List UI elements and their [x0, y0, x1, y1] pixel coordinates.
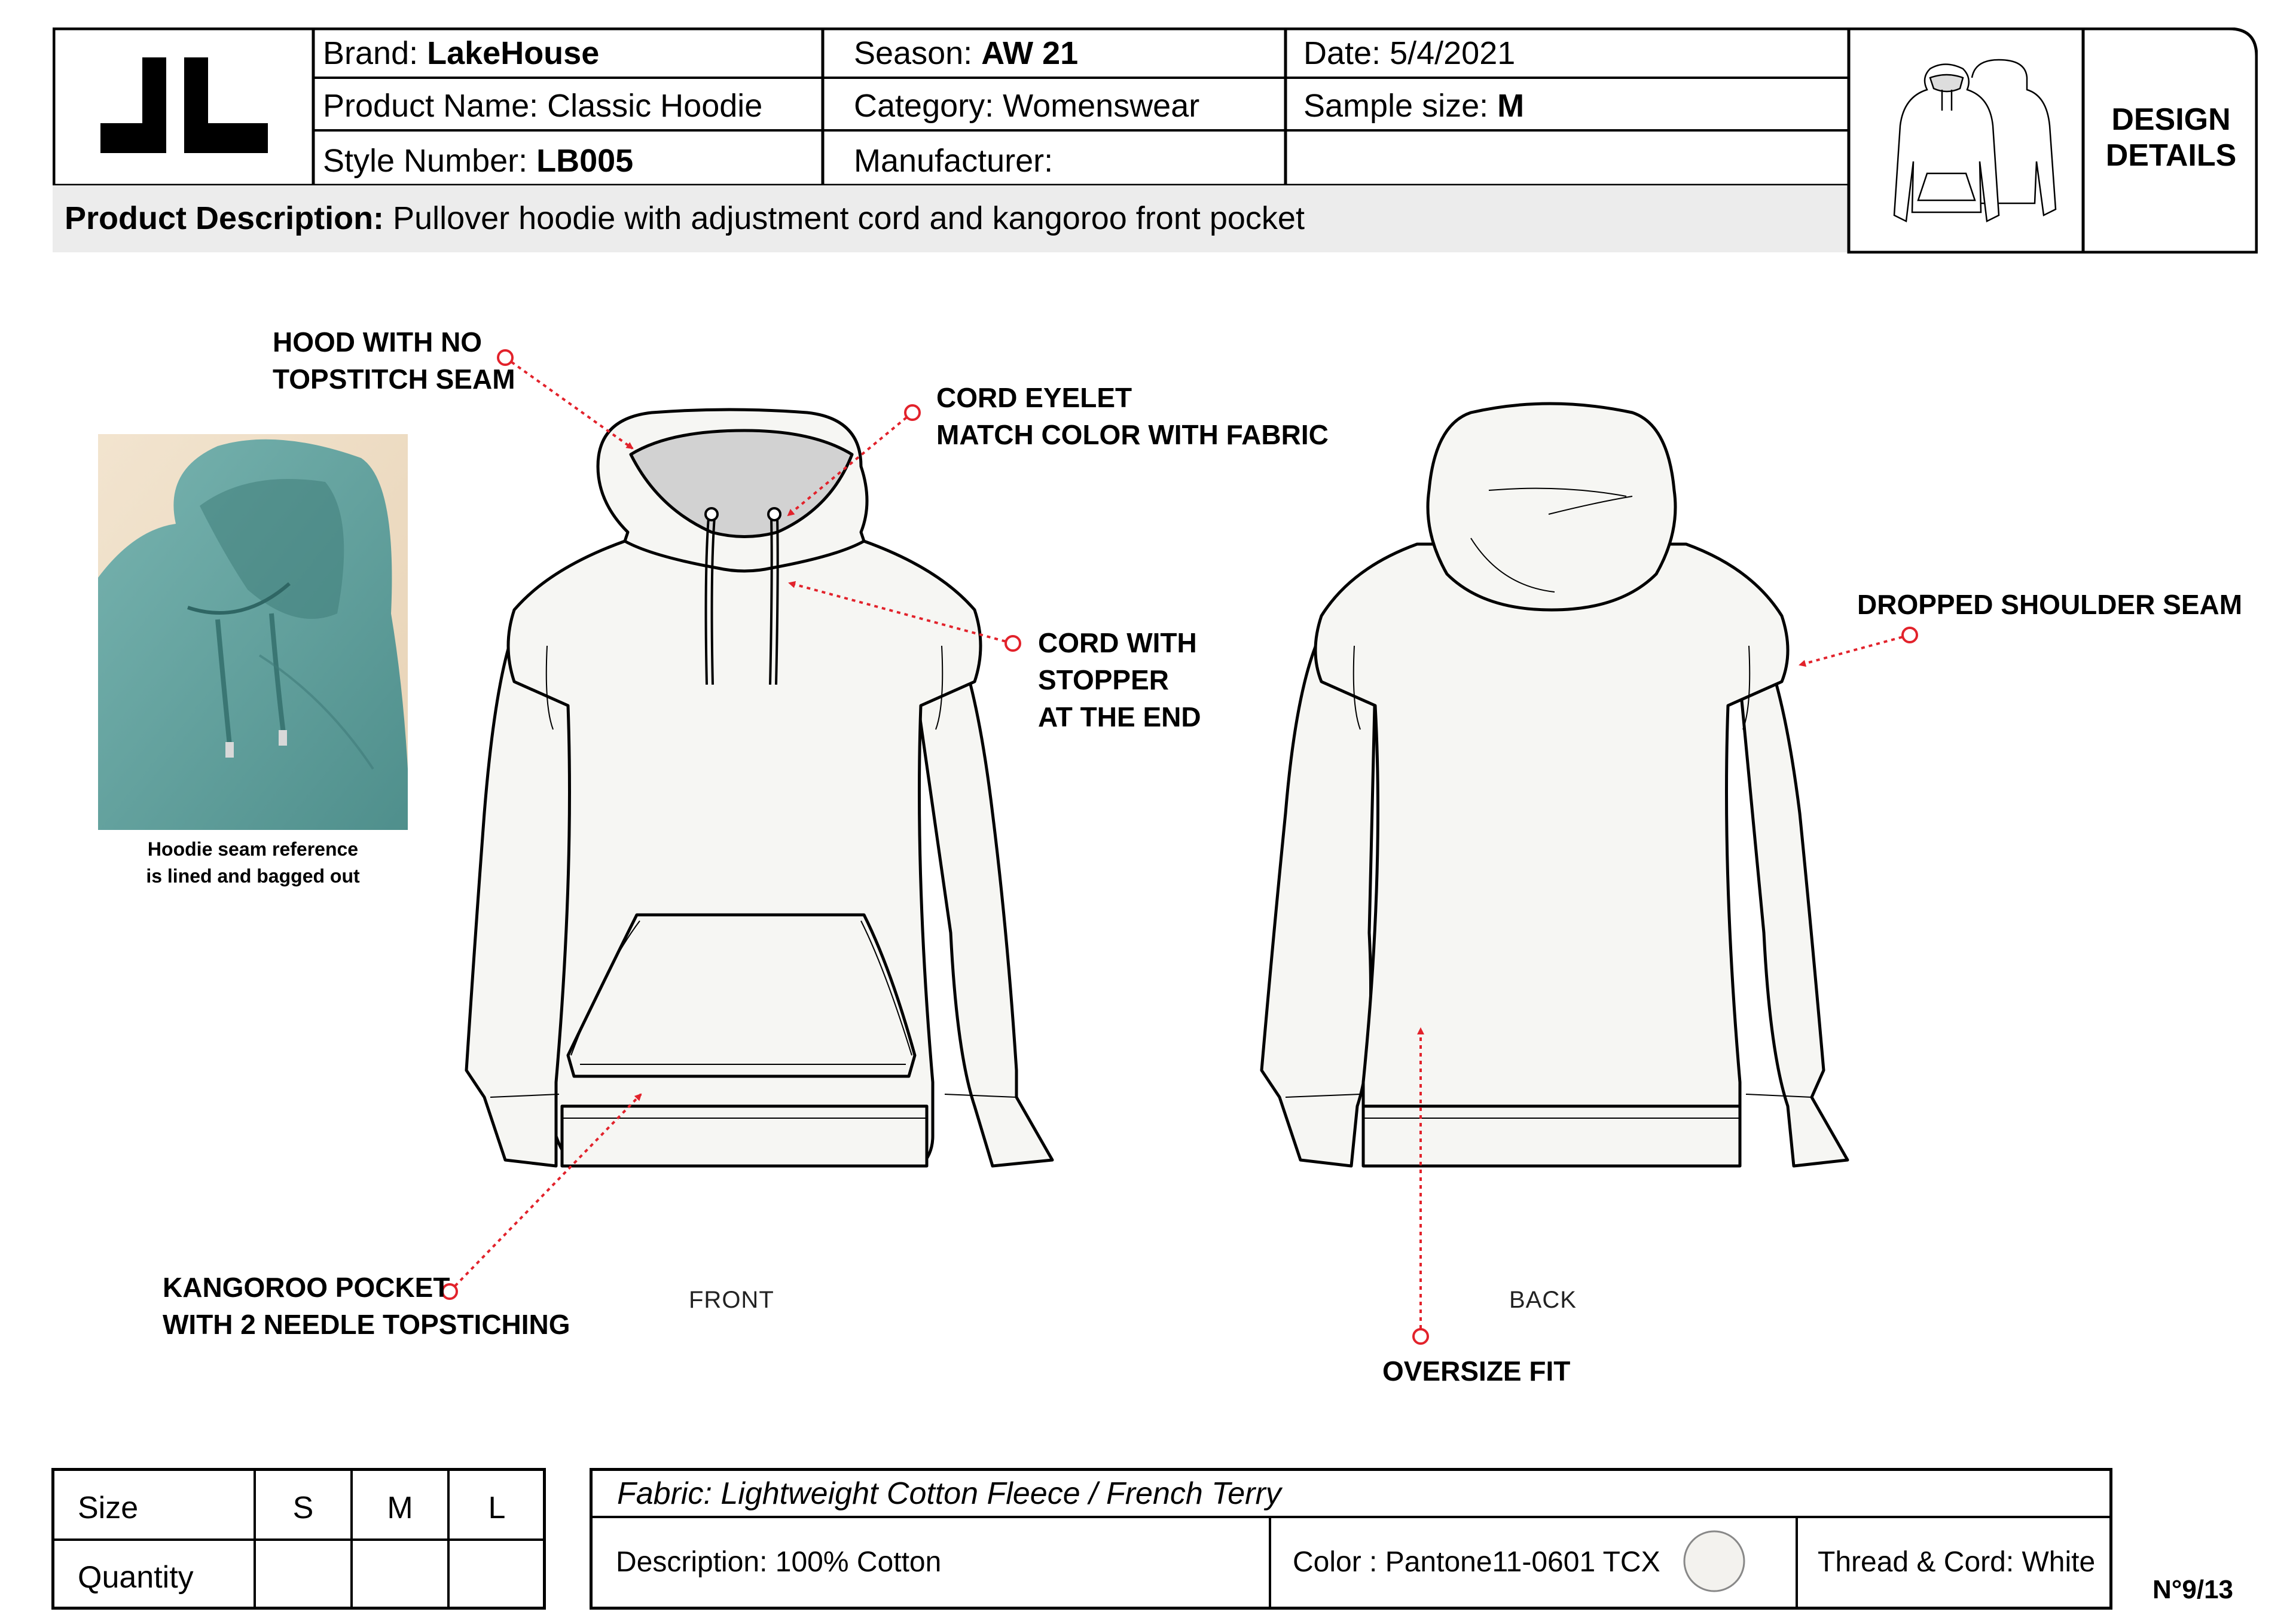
sample-size-label: Sample size: [1303, 88, 1498, 124]
fabric-field: Fabric: Lightweight Cotton Fleece / French Terry [617, 1476, 1281, 1511]
fabric-color: Color : Pantone11-0601 TCX [1293, 1546, 1660, 1578]
manufacturer-field: Manufacturer: [854, 143, 1054, 179]
reference-caption-line2: is lined and bagged out [146, 865, 360, 887]
description-label: Product Description: [65, 200, 393, 236]
annotation-pocket [163, 1269, 570, 1343]
thread-cord: Thread & Cord: White [1818, 1546, 2096, 1578]
front-view-label: FRONT [689, 1287, 774, 1313]
style-number-value: LB005 [536, 143, 634, 179]
annotation-oversize: OVERSIZE FIT [1382, 1356, 1571, 1387]
size-l: L [488, 1491, 506, 1525]
date-field: Date: 5/4/2021 [1303, 35, 1516, 71]
description-value: Pullover hoodie with adjustment cord and kangoroo front pocket [393, 200, 1305, 236]
quantity-l-cell[interactable] [450, 1541, 545, 1608]
season-label: Season: [854, 35, 982, 71]
design-details-line1: DESIGN [2111, 102, 2231, 137]
quantity-s-cell[interactable] [256, 1541, 352, 1608]
annotation-pocket-line1: KANGOROO POCKET [163, 1272, 450, 1303]
annotation-eyelet-line1: CORD EYELET [936, 382, 1132, 413]
color-swatch [1681, 1528, 1747, 1594]
annotation-hood-line1: HOOD WITH NO [273, 326, 483, 358]
brand-label: Brand: [323, 35, 428, 71]
style-number-label: Style Number: [323, 143, 537, 179]
annotation-hood-line2: TOPSTITCH SEAM [273, 364, 515, 395]
fabric-description: Description: 100% Cotton [616, 1546, 942, 1578]
season-value: AW 21 [981, 35, 1079, 71]
product-name-field: Product Name: Classic Hoodie [323, 88, 763, 124]
annotation-shoulder: DROPPED SHOULDER SEAM [1857, 589, 2243, 620]
reference-caption-line1: Hoodie seam reference [147, 838, 359, 860]
back-view-label: BACK [1509, 1287, 1577, 1313]
annotation-hood [273, 323, 515, 398]
quantity-label: Quantity [78, 1560, 194, 1595]
size-label: Size [78, 1491, 139, 1525]
annotation-cord-line2: STOPPER [1038, 664, 1169, 695]
annotation-cord-line3: AT THE END [1038, 701, 1201, 732]
size-s: S [292, 1491, 314, 1525]
annotation-eyelet [936, 379, 1329, 453]
annotation-cord [1038, 624, 1201, 735]
page-number: N°9/13 [2152, 1575, 2234, 1604]
annotation-eyelet-line2: MATCH COLOR WITH FABRIC [936, 419, 1329, 450]
brand-value: LakeHouse [427, 35, 600, 71]
annotation-pocket-line2: WITH 2 NEEDLE TOPSTICHING [163, 1309, 570, 1340]
size-m: M [387, 1491, 413, 1525]
annotation-cord-line1: CORD WITH [1038, 627, 1197, 658]
quantity-m-cell[interactable] [353, 1541, 448, 1608]
category-field: Category: Womenswear [854, 88, 1200, 124]
sample-size-value: M [1497, 88, 1525, 124]
design-details-line2: DETAILS [2105, 138, 2237, 173]
